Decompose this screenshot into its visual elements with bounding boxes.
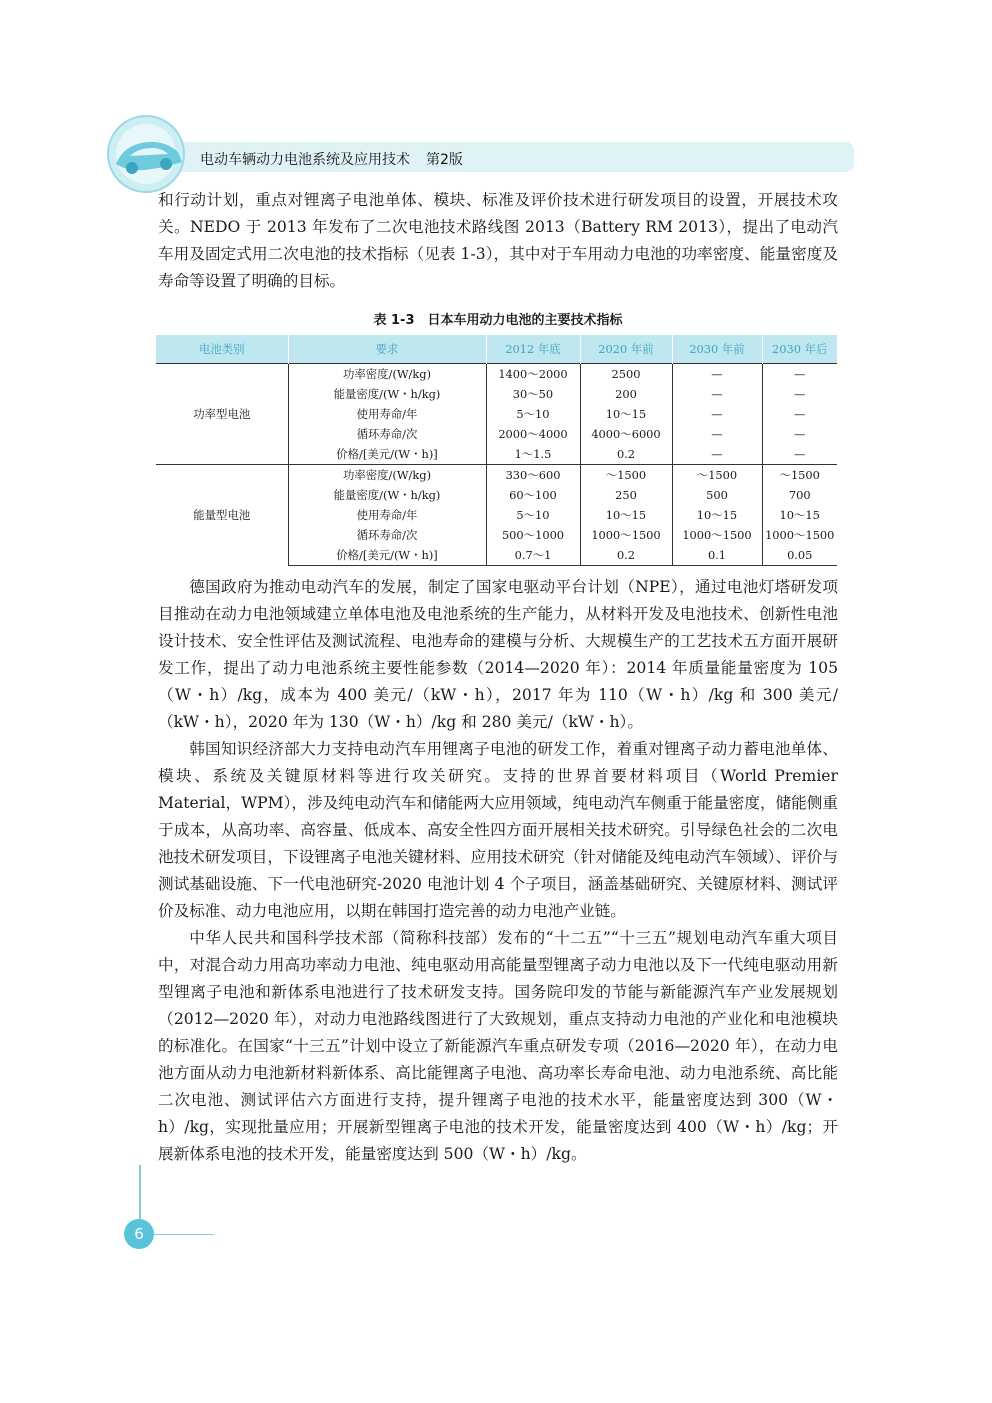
table-cell: 功率密度/(W/kg) [288, 465, 486, 486]
table-cell: 1000～1500 [762, 525, 837, 545]
table-cell: 10～15 [672, 505, 762, 525]
table-cell: 循环寿命/次 [288, 525, 486, 545]
table-cell: ～1500 [762, 465, 837, 486]
table-cell: 10～15 [580, 404, 672, 424]
paragraph-china: 中华人民共和国科学技术部（简称科技部）发布的“十二五”“十三五”规划电动汽车重大项目中，对混合动力用高功率动力电池、纯电驱动用高能量型锂离子动力电池以及下一代纯电驱动用新型锂离子电池和新体系电池进行了技术研发支持。国务院印发的节能与新能源汽车产业发展规划（2012—2020 年），对动力电池路线图进行了大致规划，重点支持动力电池的产业化和电池模块的标准化。在国家“十三五”计划中设立了新能源汽车重点研发专项（2016—2020 年），在动力电池方面从动力电池新材料新体系、高比能锂离子电池、高功率长寿命电池、动力电池系统、高比能二次电池、测试评估六方面进行支持，提升锂离子电池的技术水平，能量密度达到 300（W・h）/kg，实现批量应用；开展新型锂离子电池的技术开发，能量密度达到 400（W・h）/kg；开展新体系电池的技术开发，能量密度达到 500（W・h）/kg。 [158, 929, 838, 1163]
table-cell: 5～10 [486, 505, 580, 525]
table-cell: — [762, 384, 837, 404]
margin-rule [139, 1165, 141, 1225]
table-cell: 1000～1500 [580, 525, 672, 545]
table-cell: 1400～2000 [486, 364, 580, 385]
table-cell: — [672, 384, 762, 404]
table-cell: 700 [762, 485, 837, 505]
book-title: 电动车辆动力电池系统及应用技术 [200, 152, 410, 168]
table-cell: 1～1.5 [486, 444, 580, 465]
table-cell: 1000～1500 [672, 525, 762, 545]
table-cell: 30～50 [486, 384, 580, 404]
table-cell: 价格/[美元/(W・h)] [288, 545, 486, 566]
paragraph-korea: 韩国知识经济部大力支持电动汽车用锂离子电池的研发工作，着重对锂离子动力蓄电池单体、模块、系统及关键原材料等进行攻关研究。支持的世界首要材料项目（World Premier Material，WPM），涉及纯电动汽车和储能两大应用领域，纯电动汽车侧重于能量密度，储能侧重于成本，从高功率、高容量、低成本、高安全性四方面开展相关技术研究。引导绿色社会的二次电池技术研发项目，下设锂离子电池关键材料、应用技术研究（针对储能及纯电动汽车领域）、评价与测试基础设施、下一代电池研究-2020 电池计划 4 个子项目，涵盖基础研究、关键原材料、测试评价及标准、动力电池应用，以期在韩国打造完善的动力电池产业链。 [158, 740, 838, 920]
table-cell: 2500 [580, 364, 672, 385]
table-row [156, 364, 837, 385]
table-header-cell: 2030 年前 [672, 335, 762, 364]
table-cell: 4000～6000 [580, 424, 672, 444]
table-cell: — [672, 424, 762, 444]
table-cell: 0.05 [762, 545, 837, 566]
table-header-cell: 电池类别 [156, 335, 288, 364]
battery-category-cell: 能量型电池 [156, 465, 288, 566]
battery-category-cell: 功率型电池 [156, 364, 288, 465]
table-cell: — [672, 404, 762, 424]
intro-paragraph: 和行动计划，重点对锂离子电池单体、模块、标准及评价技术进行研发项目的设置，开展技术攻关。NEDO 于 2013 年发布了二次电池技术路线图 2013（Battery RM 2013），提出了电动汽车用及固定式用二次电池的技术指标（见表 1-3），其中对于车用动力电池的功率密度、能量密度及寿命等设置了明确的目标。 [158, 191, 838, 290]
table-cell: 能量密度/(W・h/kg) [288, 384, 486, 404]
table-cell: ～1500 [580, 465, 672, 486]
table-cell: 0.7～1 [486, 545, 580, 566]
table-cell: 250 [580, 485, 672, 505]
table-cell: — [762, 444, 837, 465]
table-cell: ～1500 [672, 465, 762, 486]
table-caption: 表 1-3 日本车用动力电池的主要技术指标 [373, 313, 623, 328]
table-cell: 使用寿命/年 [288, 505, 486, 525]
table-cell: 功率密度/(W/kg) [288, 364, 486, 385]
page-number-rule [154, 1234, 214, 1235]
table-header-cell: 2020 年前 [580, 335, 672, 364]
table-cell: 使用寿命/年 [288, 404, 486, 424]
table-cell: 60～100 [486, 485, 580, 505]
table-cell: 10～15 [580, 505, 672, 525]
electric-car-logo-icon [104, 108, 194, 198]
table-cell: 330～600 [486, 465, 580, 486]
table-cell: 2000～4000 [486, 424, 580, 444]
page-number: 6 [124, 1219, 154, 1249]
table-header-cell: 2030 年后 [762, 335, 837, 364]
book-edition: 第2版 [426, 152, 463, 168]
table-cell: 500～1000 [486, 525, 580, 545]
table-cell: — [672, 444, 762, 465]
intro-text [158, 187, 838, 295]
table-cell: 500 [672, 485, 762, 505]
paragraph-germany: 德国政府为推动电动汽车的发展，制定了国家电驱动平台计划（NPE），通过电池灯塔研发项目推动在动力电池领域建立单体电池及电池系统的生产能力，从材料开发及电池技术、创新性电池设计技术、安全性评估及测试流程、电池寿命的建模与分析、大规模生产的工艺技术五方面开展研发工作，提出了动力电池系统主要性能参数（2014—2020 年）：2014 年质量能量密度为 105（W・h）/kg，成本为 400 美元/（kW・h），2017 年为 110（W・h）/kg 和 300 美元/（kW・h），2020 年为 130（W・h）/kg 和 280 美元/（kW・h）。 [158, 578, 838, 731]
table-header-cell: 要求 [288, 335, 486, 364]
table-cell: 0.1 [672, 545, 762, 566]
table-cell: 0.2 [580, 545, 672, 566]
table-cell: 0.2 [580, 444, 672, 465]
battery-spec-table [156, 335, 837, 566]
table-cell: 200 [580, 384, 672, 404]
book-title-header [200, 149, 463, 169]
table-cell: — [762, 404, 837, 424]
table-header-cell: 2012 年底 [486, 335, 580, 364]
table-cell: — [672, 364, 762, 385]
table-cell: 5～10 [486, 404, 580, 424]
table-row [156, 465, 837, 486]
table-cell: 10～15 [762, 505, 837, 525]
table-cell: — [762, 424, 837, 444]
table-header-row [156, 335, 837, 364]
table-cell: — [762, 364, 837, 385]
table-cell: 价格/[美元/(W・h)] [288, 444, 486, 465]
table-cell: 循环寿命/次 [288, 424, 486, 444]
body-text [158, 574, 838, 1168]
table-cell: 能量密度/(W・h/kg) [288, 485, 486, 505]
